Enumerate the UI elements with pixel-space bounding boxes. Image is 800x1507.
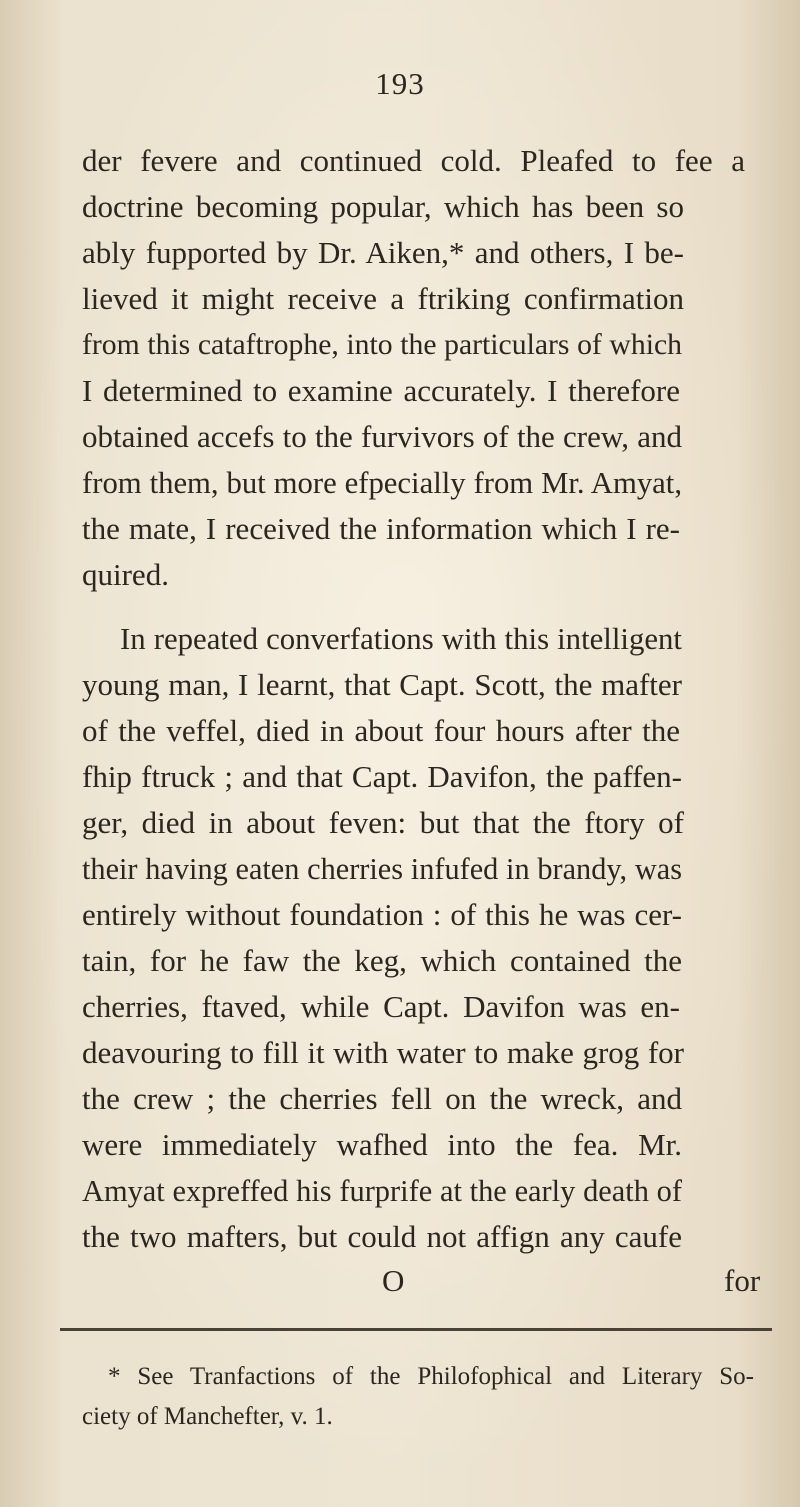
signature-mark: O (382, 1263, 405, 1298)
footnote-rule (60, 1328, 772, 1331)
catchword: for (724, 1263, 761, 1298)
page-number: 193 (375, 66, 425, 101)
book-page: 193 der fevere and continued cold. Pleafed to fee a doctrine becoming popular, which has been so ably fupported by Dr. Aiken,* and others, I be- lieved it might receive a ftriking confirmation from this cataftrophe, into the particulars of which I determined to examine accurately. I therefore obtained accefs to the furvivors of the crew, and from them, but more efpecially from Mr. Amyat, the mate, I received the information which I re- quired. In repeated converfations with this intelligent young man, I learnt, that Capt. Scott, the mafter of the veffel, died in about four hours after the fhip ftruck ; and that Capt. Davifon, the paffen- ger, died in about feven: but that the ftory of their having eaten cherries infufed in brandy, was entirely without foundation : of this he was cer- tain, for he faw the keg, which contained the cherries, ftaved, while Capt. Davifon was en- deavouring to fill it with water to make grog for the crew ; the cherries fell on the wreck, and were immediately wafhed into the fea. Mr. Amyat expreffed his furprife at the early death of the two mafters, but could not affign any caufe O for * See Tranfactions of the Philofophical and Literary So- ciety of Manchefter, v. 1. (0, 0, 800, 1507)
